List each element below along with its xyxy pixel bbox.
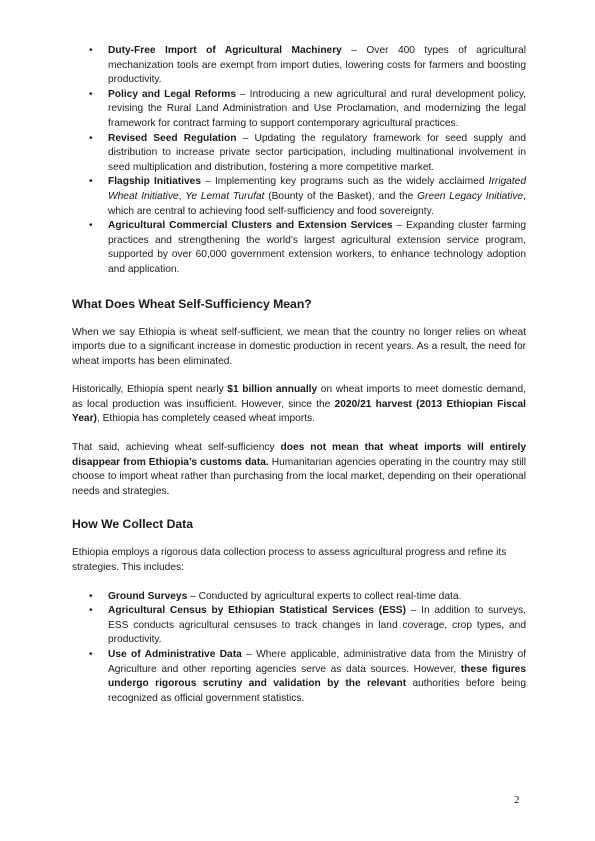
bullet-text: , which are central to achieving food self-sufficiency and food sovereignty. [108,190,527,217]
paragraph-text: on wheat imports to meet domestic demand, as local production was insufficient. However, since the [72,384,526,410]
list-item [72,590,526,605]
bullet-text: authorities before being recognized as official government statistics. [108,678,526,704]
bullet-icon: • [89,220,93,232]
paragraph-text: Humanitarian agencies operating in the country may still choose to import wheat rather than purchasing from the local market, depending on their operational needs and strategies. [72,456,527,497]
bullet-icon: • [89,649,93,660]
initiative-name: Ye Lemat Turufat [185,190,265,202]
emphasis-text: does not mean that wheat imports will entirely disappear from Ethiopia’s customs data. [72,442,526,468]
policy-bullet-list [72,44,526,278]
paragraph [72,441,526,499]
bullet-text: – Introducing a new agricultural and rural development policy, revising the Rural Land Administration and Use Proclamation, and modernizing the legal framework for contract farming to support contemporary agricultural practices. [108,88,526,129]
bullet-text: (Bounty of the Basket), and the [264,190,418,202]
bullet-title: Flagship Initiatives [108,176,202,188]
paragraph-text: , Ethiopia has completely ceased wheat imports. [96,413,315,425]
bullet-title: Revised Seed Regulation [108,132,237,144]
bullet-text: – Implementing key programs such as the widely acclaimed [201,176,489,188]
bullet-text: – Conducted by agricultural experts to collect real-time data. [187,590,462,602]
bullet-text: – Over 400 types of agricultural mechanization tools are exempt from import duties, lowering costs for farmers and boosting productivity. [108,45,526,86]
bullet-text: – Expanding cluster farming practices and strengthening the world’s largest agricultural extension service program, supported by over 60,000 government extension workers, to enhance technology adoption and application. [108,220,526,275]
list-item [72,219,526,277]
initiative-name: Irrigated Wheat Initiative [108,176,526,202]
list-item [72,604,526,648]
section-heading-data-collection: How We Collect Data [72,517,193,532]
bullet-icon: • [89,605,93,617]
list-item [72,88,526,132]
bullet-icon: • [89,590,93,602]
page-content [72,44,526,706]
data-collection-bullet-list [72,590,526,707]
bullet-text: , [178,190,186,202]
paragraph-text: Historically, Ethiopia spent nearly [72,384,228,396]
paragraph: When we say Ethiopia is wheat self-sufficient, we mean that the country no longer relies on wheat imports due to a significant increase in domestic production in recent years. As a result, the need for wheat imports has been eliminated. [72,326,526,367]
bullet-text: – Updating the regulatory framework for seed supply and distribution to increase private sector participation, including multinational involvement in seed multiplication and distribution, fostering a more competitive market. [108,132,527,173]
section-heading-wheat-self-sufficiency: What Does Wheat Self-Sufficiency Mean? [72,296,312,311]
page-number: 2 [514,794,520,806]
initiative-name: Green Legacy Initiative [417,190,524,202]
bullet-title: Use of Administrative Data [108,649,242,660]
bullet-title: Policy and Legal Reforms [108,88,237,100]
list-item [72,44,526,88]
paragraph [72,383,526,427]
bullet-title: Agricultural Commercial Clusters and Extension Services [108,220,393,232]
bullet-text: – Where applicable, administrative data from the Ministry of Agriculture and other reporting agencies serve as data sources. However, [108,649,527,675]
bullet-icon: • [89,176,93,188]
paragraph-text: That said, achieving wheat self-sufficiency [72,442,281,454]
list-item [72,175,526,219]
list-item [72,132,526,176]
emphasis-text: 2020/21 harvest (2013 Ethiopian Fiscal Year) [72,398,527,425]
bullet-icon: • [89,132,93,144]
paragraph: Ethiopia employs a rigorous data collection process to assess agricultural progress and refine its strategies. This includes: [72,547,507,574]
bullet-text: – In addition to surveys, ESS conducts agricultural censuses to track changes in land coverage, crop types, and productivity. [108,605,526,646]
bullet-title: Duty-Free Import of Agricultural Machinery [108,45,342,56]
bullet-title: Ground Surveys [108,590,188,602]
bullet-title: Agricultural Census by Ethiopian Statistical Services (ESS) [108,605,406,617]
bullet-icon: • [89,45,93,56]
emphasis-text: $1 billion annually [227,384,318,396]
bullet-icon: • [89,88,93,100]
emphasis-text: these figures undergo rigorous scrutiny and validation by the relevant [108,663,526,690]
list-item [72,648,526,706]
